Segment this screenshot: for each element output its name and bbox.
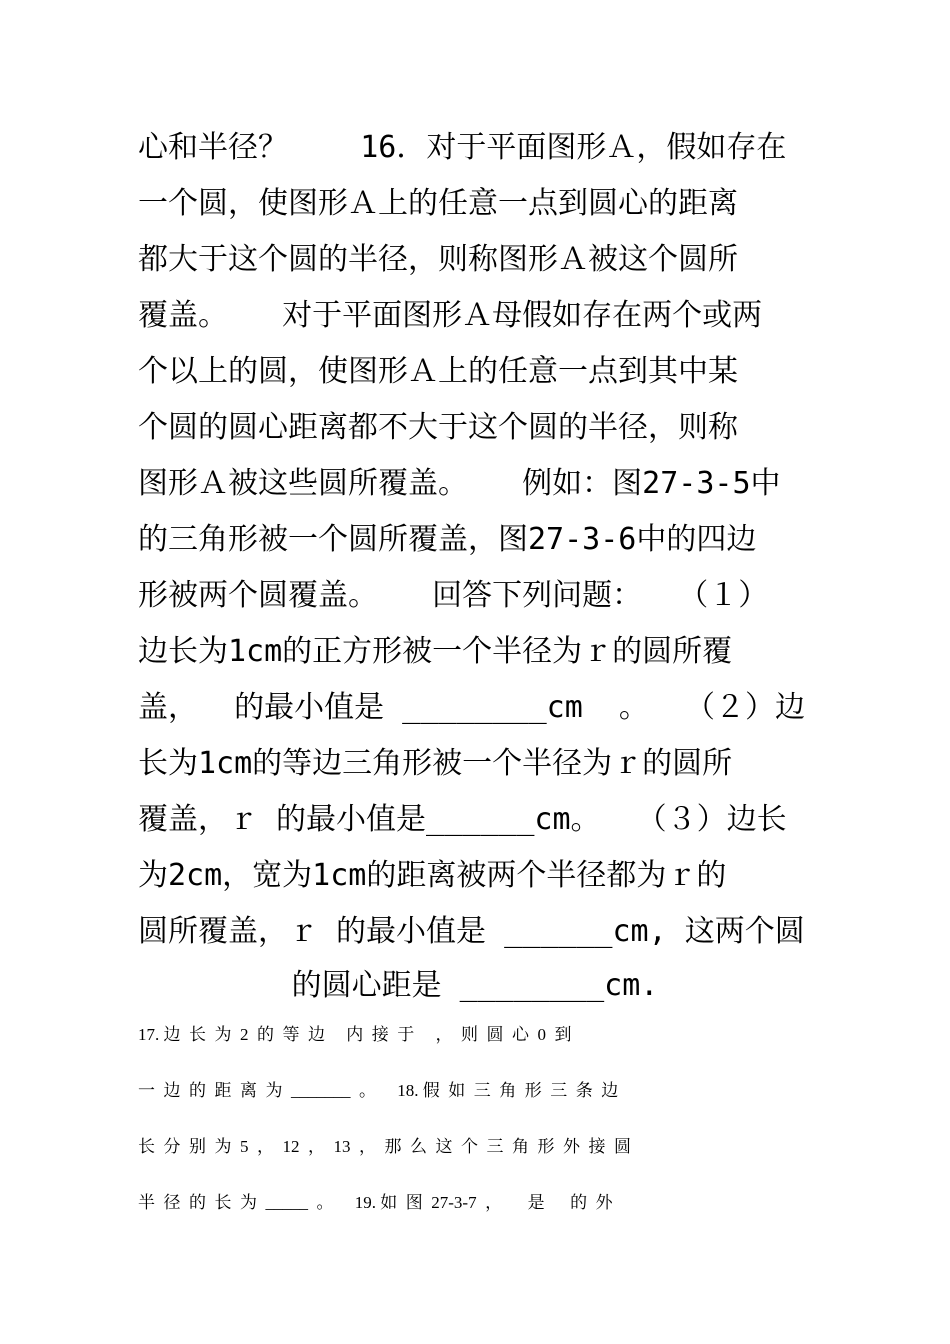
text-line: 图形Ａ被这些圆所覆盖。 例如：图27-3-5中 [138,466,781,501]
small-text-line: 17. 边 长 为 2 的 等 边 内 接 于 ， 则 圆 心 0 到 [138,1025,572,1044]
text-line: 个圆的圆心距离都不大于这个圆的半径，则称 [138,410,738,445]
text-line: 边长为1cm的正方形被一个半径为ｒ的圆所覆 [138,634,733,669]
text-line: 圆所覆盖，ｒ 的最小值是 ______cm, 这两个圆 [138,914,805,949]
text-line: 长为1cm的等边三角形被一个半径为ｒ的圆所 [138,746,733,781]
text-line-centered: 的圆心距是 ________cm. [291,968,659,1003]
text-line: 盖， 的最小值是 ________cm 。 （２）边 [138,690,806,725]
text-line: 为2cm，宽为1cm的距离被两个半径都为ｒ的 [138,858,727,893]
text-line: 个以上的圆，使图形Ａ上的任意一点到其中某 [138,354,738,389]
text-line: 都大于这个圆的半径，则称图形Ａ被这个圆所 [138,242,738,277]
text-line: 心和半径？ 16．对于平面图形Ａ，假如存在 [138,130,787,165]
small-text-line: 半 径 的 长 为 _____ 。 19. 如 图 27-3-7 ， 是 的 外 [138,1193,613,1212]
text-line: 的三角形被一个圆所覆盖，图27-3-6中的四边 [138,522,757,557]
small-text-line: 长 分 别 为 5 ， 12 ， 13 ， 那 么 这 个 三 角 形 外 接 圆 [138,1137,631,1156]
text-line: 形被两个圆覆盖。 回答下列问题： （１） [138,578,769,613]
text-line: 覆盖，ｒ 的最小值是______cm。 （３）边长 [138,802,787,837]
small-text-line: 一 边 的 距 离 为 _______ 。 18. 假 如 三 角 形 三 条 边 [138,1081,619,1100]
text-line: 覆盖。 对于平面图形Ａ母假如存在两个或两 [138,298,763,333]
text-line: 一个圆，使图形Ａ上的任意一点到圆心的距离 [138,186,738,221]
